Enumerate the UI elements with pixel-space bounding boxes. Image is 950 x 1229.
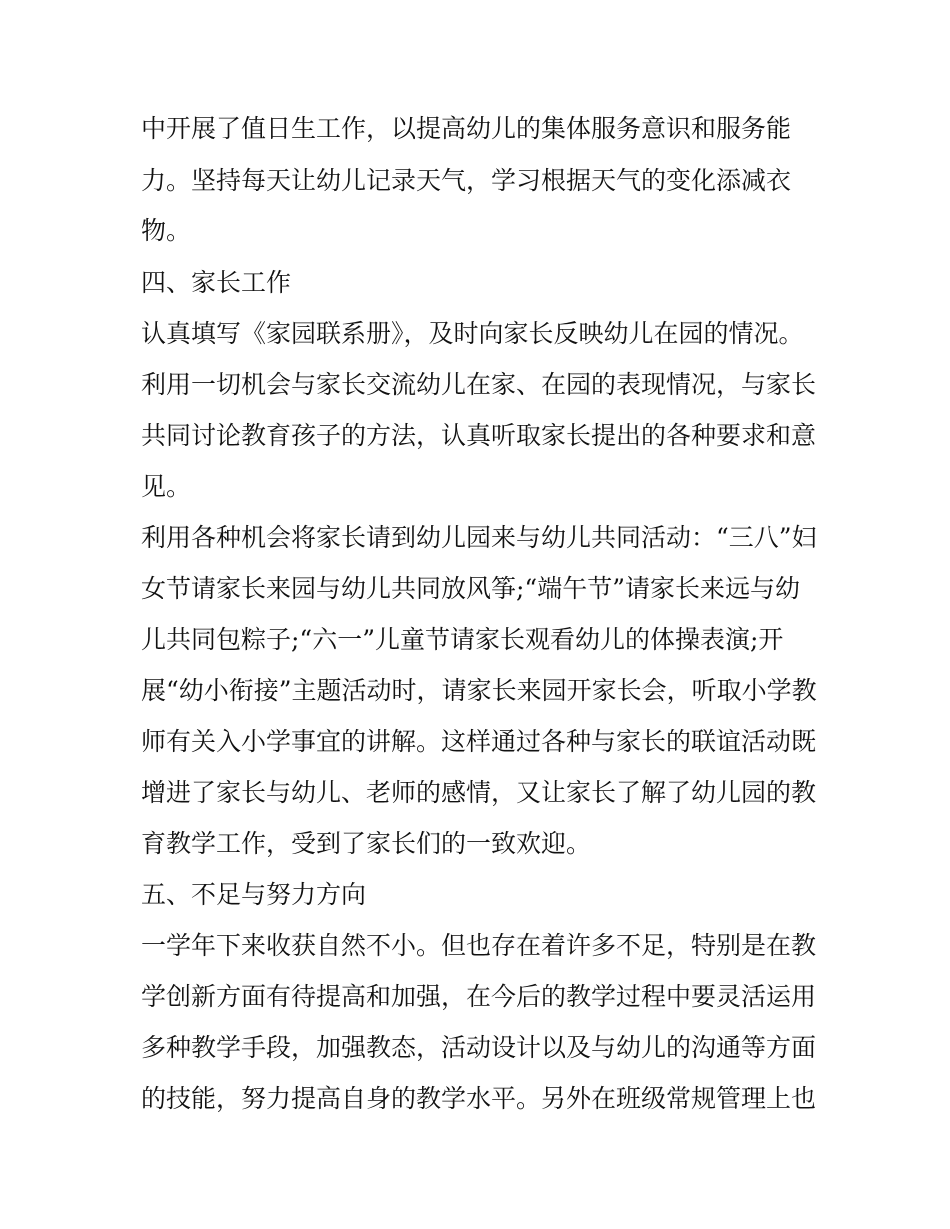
text-line: 共同讨论教育孩子的方法，认真听取家长提出的各种要求和意 xyxy=(141,421,817,450)
text-line: 物。 xyxy=(141,216,192,245)
text-line: 多种教学手段，加强教态，活动设计以及与幼儿的沟通等方面 xyxy=(141,1033,817,1062)
text-line: 见。 xyxy=(141,472,192,501)
text-line: 增进了家长与幼儿、老师的感情，又让家长了解了幼儿园的教 xyxy=(141,778,817,807)
text-line: 女节请家长来园与幼儿共同放风筝;“端午节”请家长来远与幼 xyxy=(141,574,800,603)
section-heading: 五、不足与努力方向 xyxy=(141,880,367,909)
text-line: 师有关入小学事宜的讲解。这样通过各种与家长的联谊活动既 xyxy=(141,727,817,756)
text-line: 儿共同包粽子;“六一”儿童节请家长观看幼儿的体操表演;开 xyxy=(141,625,784,654)
text-line: 利用各种机会将家长请到幼儿园来与幼儿共同活动：“三八”妇 xyxy=(141,523,817,552)
text-line: 利用一切机会与家长交流幼儿在家、在园的表现情况，与家长 xyxy=(141,370,817,399)
text-line: 的技能，努力提高自身的教学水平。另外在班级常规管理上也 xyxy=(141,1084,817,1113)
text-line: 认真填写《家园联系册》，及时向家长反映幼儿在园的情况。 xyxy=(141,319,804,348)
text-line: 一学年下来收获自然不小。但也存在着许多不足，特别是在教 xyxy=(141,931,817,960)
text-line: 学创新方面有待提高和加强，在今后的教学过程中要灵活运用 xyxy=(141,982,817,1011)
text-line: 育教学工作，受到了家长们的一致欢迎。 xyxy=(141,829,592,858)
text-line: 力。坚持每天让幼儿记录天气，学习根据天气的变化添减衣 xyxy=(141,166,792,195)
section-heading: 四、家长工作 xyxy=(141,268,292,297)
text-line: 中开展了值日生工作，以提高幼儿的集体服务意识和服务能 xyxy=(141,114,792,143)
text-line: 展“幼小衔接”主题活动时，请家长来园开家长会，听取小学教 xyxy=(141,676,817,705)
